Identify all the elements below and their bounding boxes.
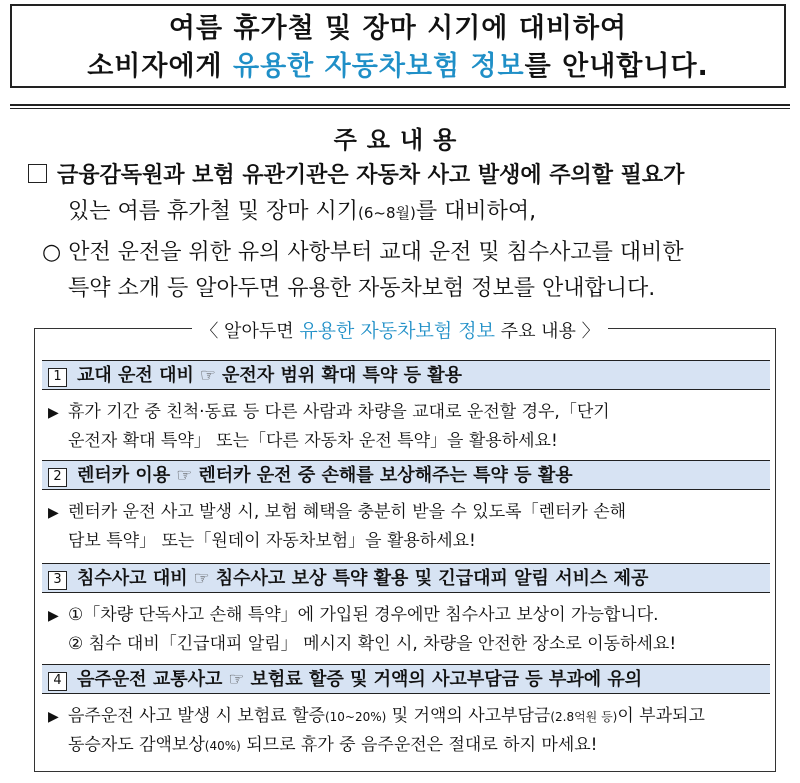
- divider-thick: [10, 104, 790, 106]
- item-2-body-line-1: [48, 498, 768, 527]
- title-box: [10, 4, 786, 88]
- item-2-heading: [42, 460, 770, 490]
- item-3-head-a: 침수사고 대비: [77, 568, 188, 589]
- paragraph-1-line-2: [28, 194, 788, 231]
- pointing-hand-icon: ☞: [228, 669, 245, 690]
- item-1-number: 1: [48, 368, 67, 387]
- pointing-hand-icon: ☞: [176, 465, 193, 486]
- checkbox-square-icon: [28, 164, 47, 183]
- paragraph-1-line-1: [28, 158, 788, 194]
- item-1-heading: [42, 360, 770, 390]
- item-3-body-line-2: ② 침수 대비「긴급대피 알림」 메시지 확인 시, 차량을 안전한 장소로 이동하세요!: [68, 634, 677, 654]
- item-1-body-line-1: [48, 398, 768, 427]
- paragraph-1-line-1-text: 금융감독원과 보험 유관기관은 자동차 사고 발생에 주의할 필요가: [57, 163, 685, 188]
- item-3-body-text-1: ①「차량 단독사고 손해 특약」에 가입된 경우에만 침수사고 보상이 가능합니다.: [68, 605, 659, 625]
- frame-title: [0, 316, 800, 343]
- title-line-2-pre: 소비자에게: [87, 51, 234, 82]
- item-4-body-1-small-1: (10~20%): [324, 710, 387, 724]
- item-1-body-line-2: 운전자 확대 특약」 또는「다른 자동차 운전 특약」을 활용하세요!: [68, 431, 558, 451]
- item-1-head-a: 교대 운전 대비: [77, 365, 194, 386]
- item-3-body-line-1: [48, 601, 768, 630]
- pointing-hand-icon: ☞: [193, 568, 210, 589]
- item-4-body: [48, 702, 768, 760]
- item-4-head-b: 보험료 할증 및 거액의 사고부담금 등 부과에 유의: [250, 669, 643, 690]
- item-1-body: [48, 398, 768, 455]
- item-2-head-b: 렌터카 운전 중 손해를 보상해주는 특약 등 활용: [198, 465, 573, 486]
- item-3-head-b: 침수사고 보상 특약 활용 및 긴급대피 알림 서비스 제공: [215, 568, 649, 589]
- title-line-1: 여름 휴가철 및 장마 시기에 대비하여: [168, 13, 628, 44]
- item-4-heading: [42, 664, 770, 694]
- bullet-arrow-icon: ▶: [48, 608, 59, 624]
- item-2-head-a: 렌터카 이용: [77, 465, 171, 486]
- frame-title-open: 〈 알아두면: [200, 321, 300, 342]
- paragraph-1-line-2-a: 있는 여름 휴가철 및 장마 시기: [68, 199, 358, 224]
- bullet-arrow-icon: ▶: [48, 405, 59, 421]
- paragraph-1: [28, 158, 788, 231]
- item-4-body-2a: 동승자도 감액보상: [68, 735, 205, 755]
- bullet-arrow-icon: ▶: [48, 505, 59, 521]
- item-4-body-1-small-2: (2.8억원 등): [550, 710, 618, 724]
- item-4-body-line-2: [48, 731, 768, 760]
- bullet-arrow-icon: ▶: [48, 709, 59, 725]
- paragraph-2-line-2: 특약 소개 등 알아두면 유용한 자동차보험 정보를 안내합니다.: [68, 276, 656, 301]
- item-4-head-a: 음주운전 교통사고: [77, 669, 223, 690]
- pointing-hand-icon: ☞: [199, 365, 217, 386]
- item-1-head-b: 운전자 범위 확대 특약 등 활용: [222, 365, 463, 386]
- paragraph-2-line-1: ○ 안전 운전을 위한 유의 사항부터 교대 운전 및 침수사고를 대비한: [42, 240, 684, 265]
- item-2-body-text-1: 렌터카 운전 사고 발생 시, 보험 혜택을 충분히 받을 수 있도록「렌터카 손해: [68, 502, 627, 522]
- paragraph-1-line-2-small: (6~8월): [358, 204, 416, 222]
- item-4-body-1b: 및 거액의 사고부담금: [386, 706, 551, 726]
- item-1-body-text-1: 휴가 기간 중 친척·동료 등 다른 사람과 차량을 교대로 운전할 경우,「단기: [68, 402, 610, 422]
- title-line-2-post: 를 안내합니다.: [524, 51, 709, 82]
- paragraph-1-line-2-b: 를 대비하여,: [415, 199, 537, 224]
- item-3-number: 3: [48, 571, 67, 590]
- item-4-body-line-1: [48, 702, 768, 731]
- section-heading: 주요내용: [333, 126, 467, 154]
- item-3-body: [48, 601, 768, 658]
- item-3-heading: [42, 563, 770, 593]
- divider-thin: [10, 108, 790, 109]
- frame-title-bg: [192, 321, 607, 342]
- frame-title-close: 주요 내용 〉: [494, 321, 600, 342]
- title-line-2: [12, 48, 784, 86]
- item-2-number: 2: [48, 468, 67, 487]
- item-4-body-2b: 되므로 휴가 중 음주운전은 절대로 하지 마세요!: [240, 735, 598, 755]
- item-2-body-line-2: 담보 특약」 또는「원데이 자동차보험」을 활용하세요!: [68, 531, 476, 551]
- item-4-body-1c: 이 부과되고: [617, 706, 705, 726]
- paragraph-2: [28, 235, 788, 307]
- item-4-body-2-small: (40%): [204, 739, 241, 753]
- item-4-number: 4: [48, 672, 67, 691]
- item-4-body-1a: 음주운전 사고 발생 시 보험료 할증: [68, 706, 325, 726]
- frame-title-highlight: 유용한 자동차보험 정보: [299, 320, 495, 342]
- item-2-body: [48, 498, 768, 555]
- title-highlight: 유용한 자동차보험 정보: [233, 51, 525, 82]
